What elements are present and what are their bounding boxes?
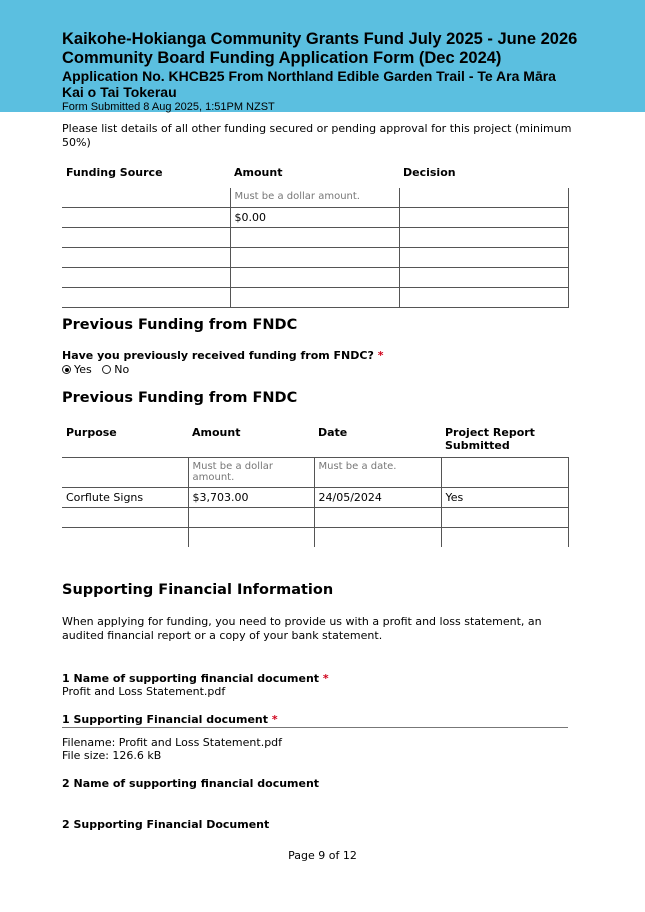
section-heading: Previous Funding from FNDC <box>62 390 298 406</box>
question-label: 2 Name of supporting financial document <box>62 777 320 790</box>
answer-value: Profit and Loss Statement.pdf <box>62 685 226 698</box>
table-cell <box>62 287 230 307</box>
table-cell <box>62 247 230 267</box>
radio-label: Yes <box>74 363 92 376</box>
table-cell <box>399 247 568 267</box>
funding-table <box>62 166 569 308</box>
table-row <box>62 287 568 307</box>
column-header: Funding Source <box>66 166 163 179</box>
table-cell <box>399 207 568 227</box>
table-row <box>62 207 568 227</box>
application-number: Application No. KHCB25 From Northland Edible Garden Trail - Te Ara Māra <box>62 68 556 84</box>
question-label <box>62 672 329 685</box>
question-text: Have you previously received funding from FNDC? <box>62 349 374 362</box>
table-row <box>62 247 568 267</box>
table-cell <box>62 207 230 227</box>
table-row <box>62 267 568 287</box>
page-number: Page 9 of 12 <box>288 849 357 862</box>
table-cell <box>62 267 230 287</box>
hint-row <box>62 188 568 207</box>
required-marker: * <box>271 713 278 726</box>
form-subtitle: Community Board Funding Application Form (Dec 2024) <box>62 49 502 67</box>
table-cell: Corflute Signs <box>62 487 188 507</box>
table-cell <box>188 507 314 527</box>
date-hint: Must be a date. <box>314 457 441 487</box>
form-title: Kaikohe-Hokianga Community Grants Fund July 2025 - June 2026 <box>62 30 578 48</box>
table-cell: 24/05/2024 <box>314 487 441 507</box>
question-label <box>62 349 383 362</box>
question-label: 2 Supporting Financial Document <box>62 818 270 831</box>
file-size: File size: 126.6 kB <box>62 749 162 762</box>
table-cell <box>441 507 568 527</box>
application-number-cont: Kai o Tai Tokerau <box>62 84 177 100</box>
table-cell <box>399 227 568 247</box>
table-cell <box>230 227 399 247</box>
file-name[interactable]: Filename: Profit and Loss Statement.pdf <box>62 736 283 749</box>
previous-funding-radio-group <box>62 363 129 377</box>
table-cell <box>399 267 568 287</box>
previous-funding-table <box>62 426 569 547</box>
table-cell <box>62 527 188 547</box>
funding-table-header <box>62 166 568 188</box>
column-header: Purpose <box>66 426 117 439</box>
column-header: Decision <box>403 166 456 179</box>
table-row <box>62 527 568 547</box>
previous-table-header <box>62 426 568 457</box>
required-marker: * <box>377 349 384 362</box>
radio-selected-icon[interactable] <box>62 365 71 374</box>
table-cell <box>441 457 568 487</box>
column-header: Amount <box>234 166 283 179</box>
section-heading: Previous Funding from FNDC <box>62 317 298 333</box>
amount-hint: Must be a dollar amount. <box>230 188 399 207</box>
table-cell: $3,703.00 <box>188 487 314 507</box>
submitted-timestamp: Form Submitted 8 Aug 2025, 1:51PM NZST <box>62 101 275 113</box>
radio-unselected-icon[interactable] <box>102 365 111 374</box>
question-text: 1 Supporting Financial document <box>62 713 269 726</box>
table-cell <box>399 287 568 307</box>
radio-option-yes[interactable] <box>62 363 92 376</box>
column-header: Date <box>318 426 348 439</box>
table-cell <box>62 457 188 487</box>
column-header: Project Report Submitted <box>445 426 535 452</box>
table-cell <box>314 507 441 527</box>
table-cell <box>62 227 230 247</box>
table-cell <box>230 247 399 267</box>
divider <box>62 727 568 728</box>
funding-intro: Please list details of all other funding secured or pending approval for this project (minimum 50%) <box>62 122 572 149</box>
table-cell <box>314 527 441 547</box>
required-marker: * <box>322 672 329 685</box>
supporting-intro: When applying for funding, you need to provide us with a profit and loss statement, an audited financial report or a copy of your bank statement. <box>62 615 542 642</box>
table-row <box>62 487 568 507</box>
table-cell <box>441 527 568 547</box>
radio-label: No <box>114 363 130 376</box>
table-row <box>62 227 568 247</box>
radio-option-no[interactable] <box>102 363 129 376</box>
question-label <box>62 713 278 726</box>
table-cell <box>62 507 188 527</box>
table-cell <box>230 267 399 287</box>
table-row <box>62 507 568 527</box>
amount-hint: Must be a dollar amount. <box>188 457 314 487</box>
column-header: Amount <box>192 426 241 439</box>
section-heading: Supporting Financial Information <box>62 582 334 598</box>
question-text: 1 Name of supporting financial document <box>62 672 320 685</box>
table-cell: Yes <box>441 487 568 507</box>
table-cell <box>188 527 314 547</box>
hint-row <box>62 457 568 487</box>
table-cell: $0.00 <box>230 207 399 227</box>
table-cell <box>230 287 399 307</box>
form-header <box>0 0 645 112</box>
